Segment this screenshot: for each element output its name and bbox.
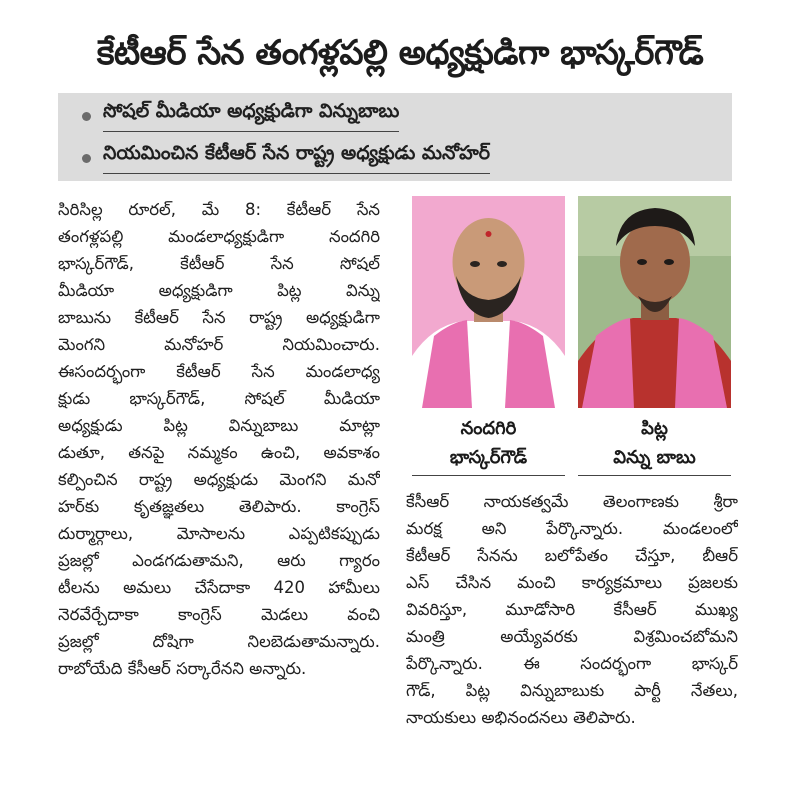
body-line: మంత్రి అయ్యేవరకు విశ్రమించబోమని [406, 627, 738, 646]
body-line: కేసీఆర్ నాయకత్వమే తెలంగాణకు శ్రీరా [406, 492, 738, 511]
body-line: సిరిసిల్ల రూరల్, మే 8: కేటీఆర్ సేన [58, 200, 380, 219]
portrait-photo-bhaskar-goud [412, 196, 565, 408]
body-line: టీలను అమలు చేసేదాకా 420 హామీలు [58, 578, 380, 597]
body-line: మీడియా అధ్యక్షుడిగా పిట్ల విన్ను [58, 281, 380, 300]
bullet-icon [82, 154, 91, 163]
subheadline-item [82, 96, 399, 136]
body-line: హర్‌కు కృతజ్ఞతలు తెలిపారు. కాంగ్రెస్ [58, 497, 380, 516]
body-line: నెరవేర్చేదాకా కాంగ్రెస్ మెడలు వంచి [58, 605, 380, 624]
body-line: అధ్యక్షుడు పిట్ల విన్నుబాబు మాట్లా [58, 416, 380, 435]
body-line: బాబును కేటీఆర్ సేన రాష్ట్ర అధ్యక్షుడిగా [58, 308, 380, 327]
body-line: డుతూ, తనపై నమ్మకం ఉంచి, అవకాశం [58, 443, 380, 462]
photo-caption-name: పిట్ల [641, 418, 668, 439]
body-line: క్షుడు భాస్కర్‌గౌడ్, సోషల్ మీడియా [58, 389, 380, 408]
body-line: వివరిస్తూ, మూడోసారి కేసీఆర్ ముఖ్య [406, 600, 738, 619]
body-line: కేటీఆర్ సేనను బలోపేతం చేస్తూ, బీఆర్ [406, 546, 738, 565]
photo-caption-name: నందగిరి [460, 418, 517, 439]
body-line: కల్పించిన రాష్ట్ర అధ్యక్షుడు మెంగని మనో [58, 470, 380, 489]
body-line: నాయకులు అభినందనలు తెలిపారు. [406, 708, 636, 727]
bullet-icon [82, 112, 91, 121]
photo-caption-surname: భాస్కర్‌గౌడ్ [412, 447, 565, 476]
body-line: ఈసందర్భంగా కేటీఆర్ సేన మండలాధ్య [58, 362, 380, 381]
body-line: తంగళ్లపల్లి మండలాధ్యక్షుడిగా నందగిరి [58, 227, 380, 246]
article-body-left-column [58, 196, 380, 786]
body-line: ప్రజల్లో దోషిగా నిలబెడుతామన్నారు. [58, 632, 380, 651]
headline: కేటీఆర్ సేన తంగళ్లపల్లి అధ్యక్షుడిగా భాస్కర్‌గౌడ్ [96, 33, 704, 73]
subheadline-item [82, 138, 490, 178]
subheadline-text: నియమించిన కేటీఆర్ సేన రాష్ట్ర అధ్యక్షుడు మనోహర్ [103, 142, 490, 174]
body-line: మెంగని మనోహర్ నియమించారు. [58, 335, 380, 354]
body-line: ఎస్ చేసిన మంచి కార్యక్రమాలు ప్రజలకు [406, 573, 738, 592]
body-line: దుర్మార్గాలు, మోసాలను ఎప్పటికప్పుడు [58, 524, 380, 543]
subheadline-text: సోషల్ మీడియా అధ్యక్షుడిగా విన్నుబాబు [103, 100, 399, 132]
portrait-photo-vinnu-babu [578, 196, 731, 408]
body-line: ప్రజల్లో ఎండగడుతామని, ఆరు గ్యారం [58, 551, 380, 570]
body-line: గౌడ్, పిట్ల విన్నుబాబుకు పార్టీ నేతలు, [406, 681, 738, 700]
body-line: మరక్ష అని పేర్కొన్నారు. మండలంలో [406, 519, 738, 538]
subheadline-box [58, 93, 732, 181]
body-line: పేర్కొన్నారు. ఈ సందర్భంగా భాస్కర్ [406, 654, 738, 673]
body-line: భాస్కర్‌గౌడ్, కేటీఆర్ సేన సోషల్ [58, 254, 380, 273]
photo-caption-surname: విన్ను బాబు [578, 447, 731, 476]
body-line: రాబోయేది కేసీఆర్ సర్కారేనని అన్నారు. [58, 659, 307, 678]
article-body-right-column [406, 488, 738, 788]
